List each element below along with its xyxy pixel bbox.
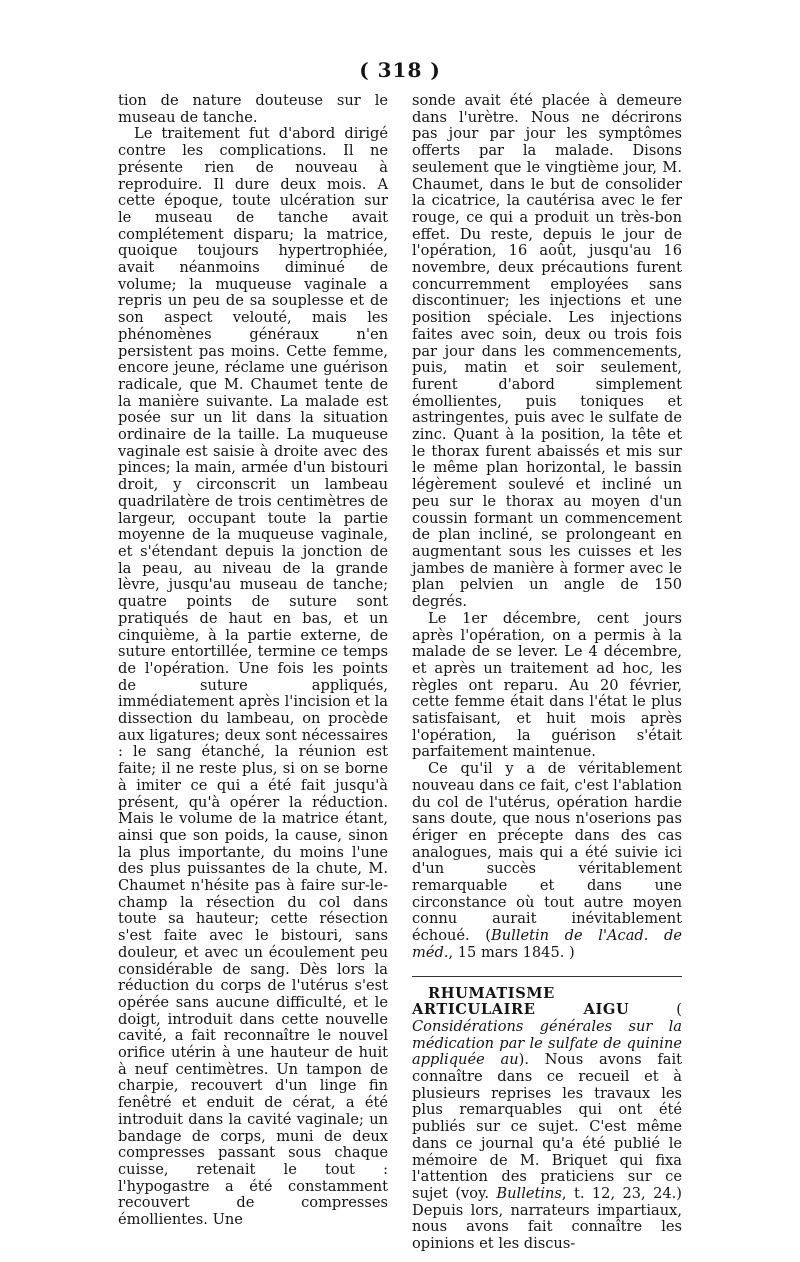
paragraph-text: ). Nous avons fait connaître dans ce recueil et à plusieurs reprises les travaux les plus remarquables qui ont été publiés sur ce sujet. C'est même dans ce journal qu'a été publié le mémoire de M. Briquet qui fixa l'attention des praticiens sur ce sujet (voy.	[412, 1051, 682, 1202]
paragraph-text: , t. 12, 23, 24.) Depuis lors, narrateurs impartiaux, nous avons fait connaître les opinions et les discus-	[412, 1185, 682, 1253]
article-subtitle: Considérations générales sur la médication par le sulfate de quinine appliquée au	[412, 1017, 682, 1069]
page-number: ( 318 )	[359, 58, 441, 82]
paragraph	[412, 761, 682, 961]
paragraph: tion de nature douteuse sur le museau de tanche.	[118, 92, 388, 126]
left-column	[118, 93, 388, 1229]
paragraph: Le traitement fut d'abord dirigé contre les complications. Il ne présente rien de nouveau à reproduire. Il dure deux mois. A cette époque, toute ulcération sur le museau de tanche avait complétement disparu; la matrice, quoique toujours hypertrophiée, avait néanmoins diminué de volume; la muqueuse vaginale a repris un peu de sa souplesse et de son aspect velouté, mais les phénomènes généraux n'en persistent pas moins. Cette femme, encore jeune, réclame une guérison radicale, que M. Chaumet tente de la manière suivante. La malade est posée sur un lit dans la situation ordinaire de la taille. La muqueuse vaginale est saisie à droite avec des pinces; la main, armée d'un bistouri droit, y circonscrit un lambeau quadrilatère de trois centimètres de largeur, occupant toute la partie moyenne de la muqueuse vaginale, et s'étendant depuis la jonction de la peau, au niveau de la grande lèvre, jusqu'au museau de tanche; quatre points de suture sont pratiqués de haut en bas, et un cinquième, à la partie externe, de suture entortillée, termine ce temps de l'opération. Une fois les points de suture appliqués, immédiatement après l'incision et la dissection du lambeau, on procède aux ligatures; deux sont nécessaires : le sang étanché, la réunion est faite; il ne reste plus, si on se borne à imiter ce qui a été fait jusqu'à présent, qu'à opérer la réduction. Mais le volume de la matrice étant, ainsi que son poids, la cause, sinon la plus importante, du moins l'une des plus puissantes de la chute, M. Chaumet n'hésite pas à faire sur-le-champ la résection du col dans toute sa hauteur; cette résection s'est faite avec le bistouri, sans douleur, et avec un écoulement peu considérable de sang. Dès lors la réduction du corps de l'utérus s'est opérée sans aucune difficulté, et le doigt, introduit dans cette nouvelle cavité, a fait reconnaître le nouvel orifice utérin à une hauteur de huit à neuf centimètres. Un tampon de charpie, recouvert d'un linge fin fenêtré et enduit de cérat, a été introduit dans la cavité vaginale; un bandage de corps, muni de deux compresses passant sous chaque cuisse, retenait le tout : l'hypogastre a été constamment recouvert de compresses émollientes. Une	[118, 125, 388, 1229]
citation: Bulletins	[496, 1185, 562, 1202]
article-separator	[412, 976, 682, 977]
citation: Bulletin de l'Acad. de méd.	[412, 927, 682, 961]
citation-date: , 15 mars 1845. )	[448, 943, 575, 961]
paragraph: sonde avait été placée à demeure dans l'urètre. Nous ne décrirons pas jour par jour les symptômes offerts par la malade. Disons seulement que le vingtième jour, M. Chaumet, dans le but de consolider la cicatrice, la cautérisa avec le fer rouge, ce qui a produit un très-bon effet. Du reste, depuis le jour de l'opération, 16 août, jusqu'au 16 novembre, deux précautions furent concurremment employées sans discontinuer; les injections et une position spéciale. Les injections faites avec soin, deux ou trois fois par jour dans les commencements, puis, matin et soir seulement, furent d'abord simplement émollientes, puis toniques et astringentes, puis avec le sulfate de zinc. Quant à la position, la tête et le thorax furent abaissés et mis sur le même plan horizontal, le bassin légèrement soulevé et incliné un peu sur le thorax au moyen d'un coussin formant un commencement de plan incliné, se prolongeant en augmentant sous les cuisses et les jambes de manière à former avec le plan pelvien un angle de 150 degrés.	[412, 92, 682, 611]
article-paragraph	[412, 986, 682, 1253]
right-column	[412, 93, 682, 1253]
paragraph: Le 1er décembre, cent jours après l'opération, on a permis à la malade de se lever. Le 4 décembre, et après un traitement ad hoc, les règles ont reparu. Au 20 février, cette femme était dans l'état le plus satisfaisant, et huit mois après l'opération, la guérison s'était parfaitement maintenue.	[412, 609, 682, 761]
paragraph-text: Ce qu'il y a de véritablement nouveau dans ce fait, c'est l'ablation du col de l'utérus, opération hardie sans doute, que nous n'oserions pas ériger en précepte dans des cas analogues, mais qui a été suivie ici d'un succès véritablement remarquable et dans une circonstance où tout autre moyen connu aurait inévitablement échoué. (	[412, 760, 682, 945]
article-bracket: (	[629, 1001, 682, 1019]
article-heading: RHUMATISME ARTICULAIRE AIGU	[412, 984, 630, 1019]
